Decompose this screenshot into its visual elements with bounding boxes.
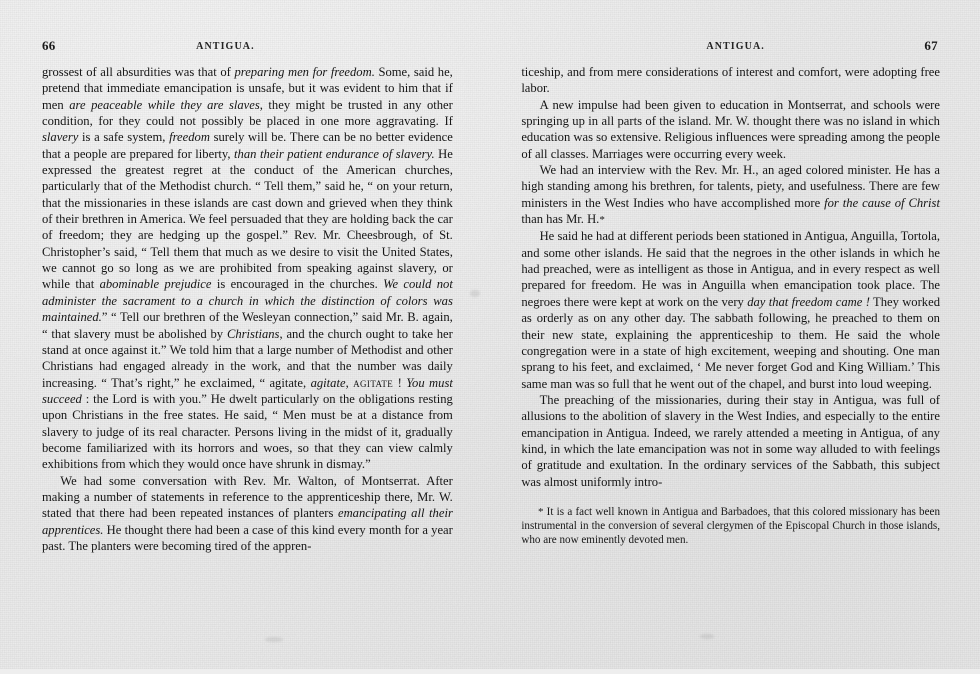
text-run-italic: Christians bbox=[226, 326, 280, 341]
paragraph: grossest of all absurdities was that of preparing men for freedom. Some, said he, pretend that immediate emancipation is unsafe, but it was evident to him that if men are peaceable while they are slaves, they might be trusted in any other condition, for they could not possibly be placed in one more aggravating. If slavery is a safe system, freedom surely will be. There can be no better evidence that a people are prepared for liberty, than their patient endurance of slavery. He expressed the greatest regret at the conduct of the American churches, particularly that of the Methodist church. “ Tell them,” said he, “ on your return, that the missionaries in these islands are cast down and grieved when they think of their brethren in America. We feel persuaded that they are holding back the car of freedom; they are hedging up the gospel.” Rev. Mr. Cheesbrough, of St. Christopher’s said, “ Tell them that much as we desire to visit the United States, we cannot go so long as we are prohibited from speaking against slavery, or while that abominable prejudice is encouraged in the churches. We could not administer the sacrament to a church in which the distinction of colors was maintained.” “ Tell our brethren of the Wesleyan connection,” said Mr. B. again, “ that slavery must be abolished by Christians, and the church ought to take her stand at once against it.” We told him that a large number of Methodist and other Christians had engaged already in the work, and that the number was daily increasing. “ That’s right,” he exclaimed, “ agitate, agitate, agitate ! You must succeed : the Lord is with you.” He dwelt particularly on the obligations resting upon Christians in the free states. He said, “ Men must be at a distance from slavery to judge of its real character. Persons living in the midst of it, gradually become familiarized with its horrors and woes, so that they can view calmly exhibitions from which they would once have shrunk in dismay.” bbox=[42, 65, 453, 472]
text-run-italic: slavery bbox=[42, 130, 79, 145]
left-page bbox=[42, 38, 453, 651]
text-run-italic: agitate bbox=[310, 375, 346, 390]
page-number-left: 66 bbox=[42, 38, 56, 53]
text-run-italic: for the cause of Christ bbox=[824, 195, 940, 210]
paragraph: He said he had at different periods been stationed in Antigua, Anguilla, Tortola, and some other islands. He said that the negroes in the other islands in which he had preached, were as intelligent as those in Antigua, and in every respect as well prepared for freedom. He was in Anguilla when emancipation took place. The negroes there were kept at work on the very day that freedom came ! They worked as orderly as on any other day. The sabbath following, he preached to them on their new state, explaining the apprenticeship to them. He said the whole congregation were in a state of high excitement, weeping and shouting. One man sprang to his feet, and exclaimed, ‘ Me never forget God and King William.’ This same man was so full that he went out of the chapel, and burst into loud weeping. bbox=[521, 229, 940, 391]
running-head-title-right: ANTIGUA. bbox=[706, 41, 765, 52]
footnote-marker: * bbox=[537, 505, 547, 518]
text-run-italic: freedom bbox=[169, 130, 210, 145]
left-column-text bbox=[42, 64, 453, 554]
page-number-right: 67 bbox=[924, 38, 938, 53]
text-run-smallcaps: agitate bbox=[353, 375, 394, 390]
text-run-italic: emancipating all their apprentices. bbox=[42, 506, 453, 537]
text-run-italic: day that freedom came ! bbox=[747, 294, 870, 309]
right-running-head bbox=[521, 38, 940, 64]
text-run-italic: You must succeed bbox=[42, 375, 453, 406]
footnote-block bbox=[521, 505, 940, 548]
page-gutter bbox=[453, 38, 521, 651]
paragraph: We had an interview with the Rev. Mr. H., an aged colored minister. He has a high standing among his brethren, for talents, piety, and usefulness. There are few ministers in the West Indies who have accomplished more for the cause of Christ than has Mr. H.* bbox=[521, 163, 940, 227]
right-column-text bbox=[521, 64, 940, 490]
left-running-head bbox=[42, 38, 453, 64]
text-run-italic: than their patient endurance of slavery. bbox=[234, 146, 435, 161]
text-run-footnote-mark: * bbox=[599, 214, 605, 227]
paragraph: We had some conversation with Rev. Mr. Walton, of Montserrat. After making a number of statements in reference to the apprenticeship there, Mr. W. stated that there had been repeated instances of planters emancipating all their apprentices. He thought there had been a case of this kind every month for a year past. The planters were becoming tired of the appren- bbox=[42, 473, 453, 553]
text-run-italic: We could not administer the sacrament to a church in which the distinction of colors was maintained. bbox=[42, 277, 453, 325]
right-page bbox=[521, 38, 940, 651]
footnote-body: It is a fact well known in Antigua and Barbadoes, that this colored missionary has been instrumental in the conversion of several clergymen of the Episcopal Church in those islands, who are now eminently devoted men. bbox=[521, 505, 940, 547]
footnote-text bbox=[521, 505, 940, 548]
paragraph: A new impulse had been given to education in Montserrat, and schools were springing up in all parts of the island. Mr. W. thought there was no island in which education was so extensive. Religious influences were spreading among the people of all classes. Marriages were occurring every week. bbox=[521, 97, 940, 161]
text-run-italic: abominable prejudice bbox=[99, 277, 212, 292]
paragraph: ticeship, and from mere considerations of interest and comfort, were adopting free labor. bbox=[521, 65, 940, 96]
paragraph: The preaching of the missionaries, during their stay in Antigua, was full of allusions to the abolition of slavery in the West Indies, and especially to the entire emancipation in Antigua. Indeed, we rarely attended a meeting in Antigua, of any kind, in which the late emancipation was not in some way alluded to with feelings of gratitude and exultation. In the ordinary services of the Sabbath, this subject was almost uniformly intro- bbox=[521, 392, 940, 489]
text-run-italic: preparing men for freedom. bbox=[234, 65, 375, 79]
text-run-italic: are peaceable while they are slaves bbox=[69, 97, 260, 112]
running-head-title-left: ANTIGUA. bbox=[196, 41, 255, 52]
